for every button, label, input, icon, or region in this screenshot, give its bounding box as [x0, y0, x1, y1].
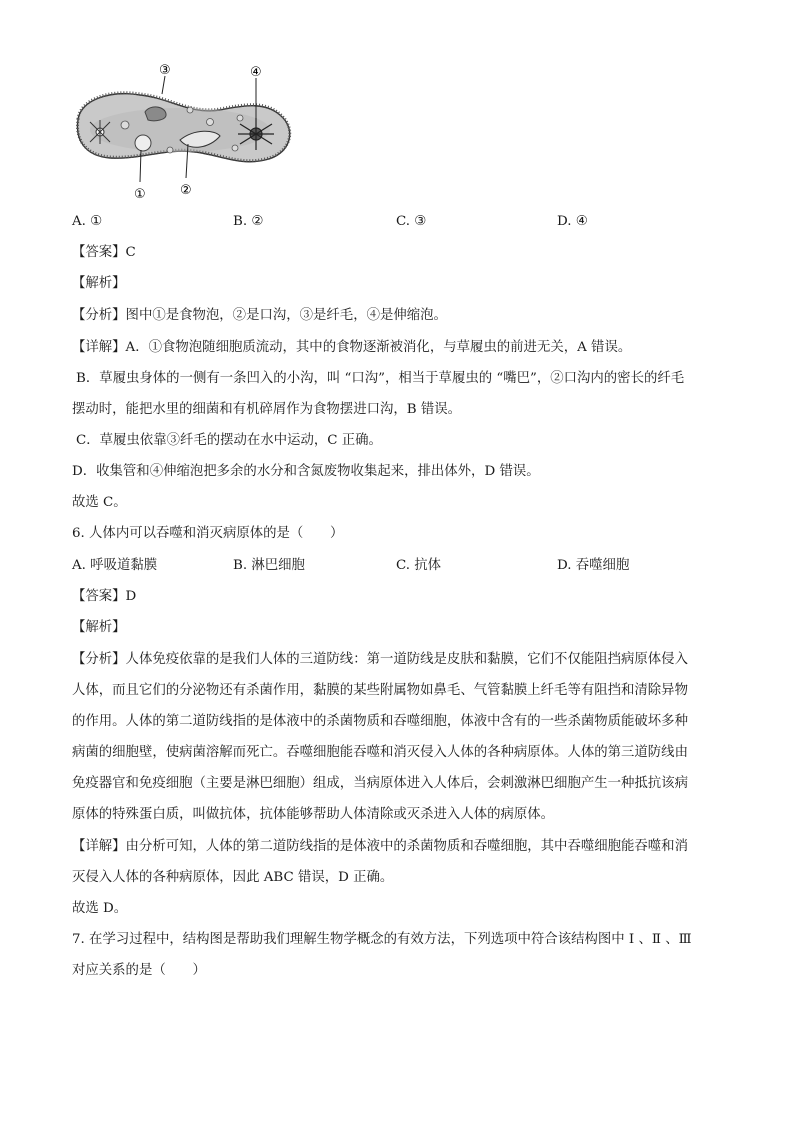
q6-option-b: B. 淋巴细胞 [233, 558, 305, 573]
q6-line: 【分析】人体免疫依靠的是我们人体的三道防线：第一道防线是皮肤和黏膜，它们不仅能阻挡病原体侵入 [72, 652, 688, 667]
q6-stem: 6. 人体内可以吞噬和消灭病原体的是（ ） [72, 526, 344, 541]
q5-line: 故选 C。 [72, 495, 127, 510]
q5-analysis-tag: 【解析】 [72, 276, 126, 291]
q7-line: 对应关系的是（ ） [72, 963, 206, 978]
q6-line: 灭侵入人体的各种病原体，因此 ABC 错误，D 正确。 [72, 870, 394, 885]
q6-analysis-tag: 【解析】 [72, 620, 126, 635]
q5-option-a: A. ① [72, 214, 103, 229]
q6-line: 病菌的细胞壁，使病菌溶解而死亡。吞噬细胞能吞噬和消灭侵入人体的各种病原体。人体的第三道防线由 [72, 745, 688, 760]
paramecium-figure [70, 60, 300, 205]
q6-line: 人体，而且它们的分泌物还有杀菌作用，黏膜的某些附属物如鼻毛、气管黏膜上纤毛等有阻挡和清除异物 [72, 683, 688, 698]
q5-line: B．草履虫身体的一侧有一条凹入的小沟，叫 “口沟”，相当于草履虫的 “嘴巴”，②口沟内的密长的纤毛 [76, 371, 685, 386]
q6-line: 原体的特殊蛋白质，叫做抗体，抗体能够帮助人体清除或灭杀进入人体的病原体。 [72, 807, 555, 822]
figure-label-4: ④ [250, 65, 262, 80]
q5-line: 【分析】图中①是食物泡，②是口沟，③是纤毛，④是伸缩泡。 [72, 308, 447, 323]
q6-line: 的作用。人体的第二道防线指的是体液中的杀菌物质和吞噬细胞，体液中含有的一些杀菌物质能破坏多种 [72, 714, 688, 729]
figure-label-2: ② [180, 183, 192, 198]
q6-option-d: D. 吞噬细胞 [557, 558, 630, 573]
q5-line: C．草履虫依靠③纤毛的摆动在水中运动，C 正确。 [76, 433, 382, 448]
q5-line: 【详解】A．①食物泡随细胞质流动，其中的食物逐渐被消化，与草履虫的前进无关，A 错误。 [72, 340, 632, 355]
q5-answer: 【答案】C [72, 245, 136, 260]
q5-line: 摆动时，能把水里的细菌和有机碎屑作为食物摆进口沟，B 错误。 [72, 402, 462, 417]
q5-option-d: D. ④ [557, 214, 588, 229]
figure-label-1: ① [134, 187, 146, 202]
q5-option-c: C. ③ [396, 214, 427, 229]
q6-option-a: A. 呼吸道黏膜 [72, 558, 158, 573]
q7-line: 7. 在学习过程中，结构图是帮助我们理解生物学概念的有效方法，下列选项中符合该结构图中 Ⅰ 、Ⅱ 、Ⅲ [72, 932, 692, 947]
q6-line: 免疫器官和免疫细胞（主要是淋巴细胞）组成，当病原体进入人体后，会刺激淋巴细胞产生一种抵抗该病 [72, 776, 688, 791]
q6-option-c: C. 抗体 [396, 558, 442, 573]
figure-label-3: ③ [159, 63, 171, 78]
q5-option-b: B. ② [233, 214, 264, 229]
q6-line: 【详解】由分析可知，人体的第二道防线指的是体液中的杀菌物质和吞噬细胞，其中吞噬细胞能吞噬和消 [72, 839, 688, 854]
q5-line: D．收集管和④伸缩泡把多余的水分和含氮废物收集起来，排出体外，D 错误。 [72, 464, 540, 479]
food-vacuole [135, 135, 151, 151]
q6-answer: 【答案】D [72, 589, 137, 604]
q6-line: 故选 D。 [72, 901, 128, 916]
